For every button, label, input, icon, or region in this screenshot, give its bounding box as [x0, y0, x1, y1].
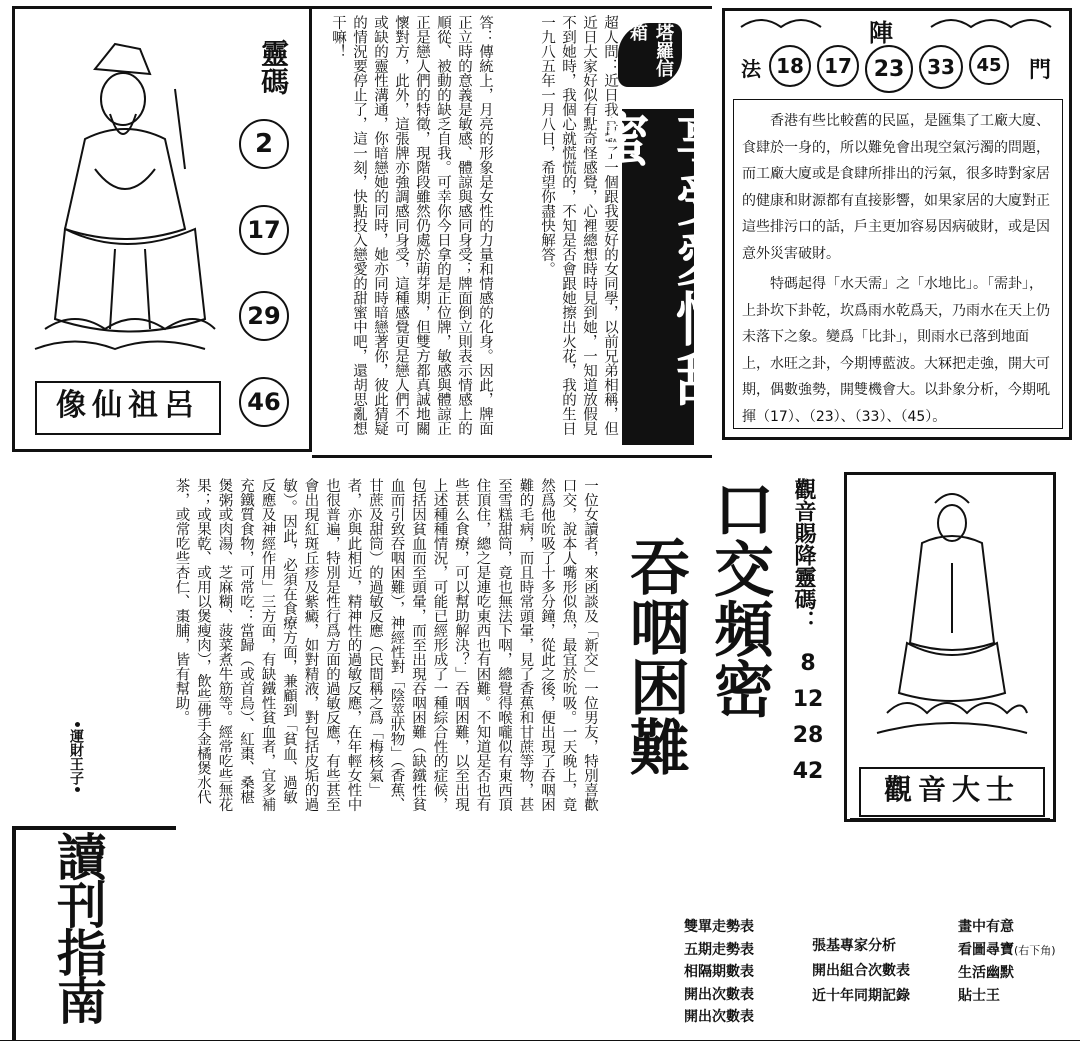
love-article [312, 6, 734, 458]
guide-item: 看圖尋寶(右下角) [958, 942, 1056, 958]
health-article-body: 一位女讀者，來函談及「新交」一位男友，特別喜歡口交，說本人嘴形似魚，最宜於吮吸。一天晚上，竟然爲他吮吸了十多分鐘，從此之後，便出現了吞咽困難的毛病，而且時常頭暈，見了香蕉和甘蔗等物，甚至雪糕甜筒，竟也無法下咽，總覺得喉嚨似有東西頂住頂住，總之是連吃東西也有困難。不知道是否也有些甚么食療，可以幫助解決？」吞咽困難，以至出現上述種種情況，可能已經形成了一種綜合性的症候，包括因貧血而至頭暈，而至出現吞咽困難（缺鐵性貧血而引致吞咽困難），神經性對「陰莖狀物」（香蕉、甘蔗及甜筒）的過敏反應（民間稱之爲「梅核氣」者，亦與此相近，精神性的過敏反應，在年輕女性中也很普遍，特別是性行爲方面的過敏反應，有些甚至會出現紅斑丘疹及紫癜，如對精液，對包括皮垢的過敏）。因此，必須在食療方面，兼顧到「貧血、過敏反應及神經作用」三方面，有缺鐵性貧血者，宜多補充鐵質食物，可常吃：當歸（或首烏）、紅棗、桑椹煲粥或肉湯、芝麻糊、菠菜煮牛筋等。經常吃些無花果；或果乾、或用以煲瘦肉），飲些佛手金橘煲水代茶，或常吃些杏仁、棗脯，皆有幫助。 [173, 478, 598, 812]
health-article-subtitle: 吞咽困難 [620, 536, 690, 776]
guide-column-analysis [812, 934, 910, 1009]
guanyin-figure-illustration [867, 483, 1037, 743]
health-article-title: 口交頻密 [704, 478, 774, 718]
formation-number: 45 [969, 45, 1009, 85]
guide-column-tables [684, 916, 754, 1029]
guanyin-number: 28 [792, 723, 824, 748]
portrait-panel [12, 6, 312, 452]
formation-number: 33 [919, 45, 963, 89]
section-divider [850, 818, 1050, 819]
guide-item: 張基專家分析 [812, 938, 896, 954]
lucky-number-list [239, 119, 299, 427]
portrait-caption: 呂祖仙像 [35, 381, 221, 435]
guanyin-code-label: 觀音賜降靈碼： [791, 478, 816, 632]
formation-number: 17 [817, 45, 859, 87]
guide-item: 五期走勢表 [684, 941, 754, 958]
guide-item: 畫中有意 [958, 919, 1014, 935]
formation-right-char: 門 [1029, 58, 1052, 83]
lucky-number: 2 [239, 119, 289, 169]
guide-column-features [958, 916, 1056, 1008]
reading-guide-panel [12, 826, 176, 1040]
guide-item: 雙單走勢表 [684, 919, 754, 935]
guide-item: 生活幽默 [958, 965, 1014, 981]
lucky-number: 29 [239, 291, 289, 341]
tarot-mailbox-tag: 塔羅信箱 [618, 23, 682, 87]
guide-item: 相隔期數表 [684, 964, 754, 980]
health-article-author: •運財王子• [68, 720, 84, 794]
guanyin-number: 12 [792, 687, 824, 712]
immortal-figure-illustration [25, 29, 225, 369]
formation-number: 18 [769, 45, 811, 87]
ornament-band-icon [731, 13, 1065, 39]
guide-item: 貼士王 [958, 988, 1000, 1004]
guanyin-number: 42 [792, 759, 824, 784]
formation-number-row [769, 45, 1009, 93]
formation-left-char: 法 [741, 57, 761, 81]
guide-item: 開出組合次數表 [812, 963, 910, 979]
article-title: 享受愛情甜蜜 [622, 109, 694, 445]
lucky-code-label: 靈碼 [257, 39, 290, 95]
article-answer: 答：傳統上，月亮的形象是女性的力量和情感的化身。因此，牌面正立時的意義是敏感、體諒與感同身受；牌面倒立則表示情感上的順從、被動的缺乏自我。可幸你今日拿的是正位牌，敏感與體諒正正是戀人們的特徵，現階段雖然仍處於萌芽期，但雙方都真誠地關懷對方，此外，這張牌亦強調感同身受，這種感覺更是戀人們不可或缺的靈性溝通，你暗戀她的同時，她亦同時暗戀著你，彼此猜疑的情況要停止了，這一刻，快點投入戀愛的甜蜜中吧，還胡思亂想干嘛！ [330, 15, 493, 436]
lucky-number: 17 [239, 205, 289, 255]
lucky-number: 46 [239, 377, 289, 427]
guanyin-number: 8 [800, 651, 816, 676]
guide-item: 開出次數表 [684, 1009, 754, 1025]
formation-panel [722, 8, 1072, 440]
guide-item-note: (右下角) [1014, 944, 1056, 957]
formation-paragraph: 香港有些比較舊的民區，是匯集了工廠大廈、食肆於一身的，所以難免會出現空氣污濁的問題，而工廠大廈或是食肆所排出的污氣，很多時對家居的健康和財源都有直接影響，如果家居的大廈對正這些排污口的話，戶主更加容易因病破財，或是因意外災害破財。 [742, 113, 1050, 262]
formation-paragraph: 特碼起得「水天需」之「水地比」。「需卦」，上卦坎下卦乾，坎爲雨水乾爲天，乃雨水在天上仍未落下之象。變爲「比卦」，則雨水已落到地面上，水旺之卦，今期博藍波。大冧把走強，開大可期，偶數強勢，開雙機會大。以卦象分析，今期吼揮（17）、（23）、（33）、（45）。 [742, 276, 1050, 425]
formation-header: 陣 [869, 19, 893, 47]
formation-text-box [733, 99, 1063, 429]
guanyin-caption: 觀音大士 [859, 767, 1045, 817]
page-bottom-rule [0, 1040, 1080, 1041]
guanyin-number-list [790, 646, 826, 790]
reading-guide-title: 讀刊指南 [57, 829, 107, 1031]
guide-item: 開出次數表 [684, 986, 754, 1003]
guanyin-panel [844, 472, 1056, 822]
article-question: 超人問：近日我喜歡了一個跟我要好的女同學，以前兄弟相稱，但近日大家好似有點奇怪感覺，心裡總想時時見到她，一知道放假見不到她時，我個心就慌慌的，不知是否會跟她擦出火花，我的生日一九八五年一月八日，希望你盡快解答。 [539, 15, 618, 436]
guide-item: 近十年同期記錄 [812, 988, 910, 1004]
formation-number: 23 [865, 45, 913, 93]
